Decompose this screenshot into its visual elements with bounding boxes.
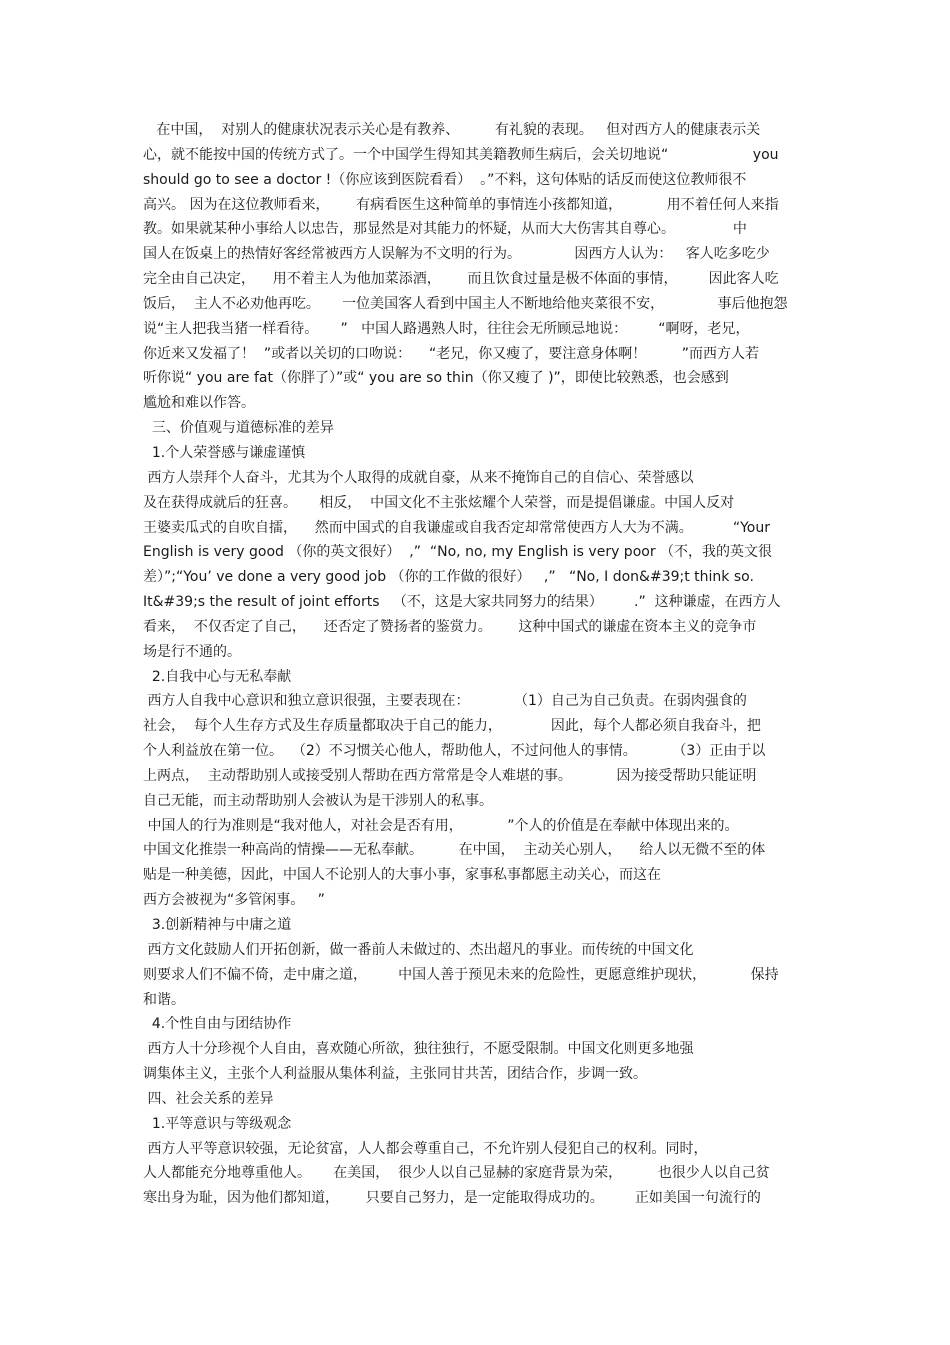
text-line: should go to see a doctor !（你应该到医院看看） 。”不料，这句体贴的话反而使这位教师很不 (143, 171, 747, 188)
text-line: 调集体主义，主张个人利益服从集体利益，主张同甘共苦，团结合作，步调一致。 (143, 1066, 647, 1083)
text-line: 西方人崇拜个人奋斗，尤其为个人取得的成就自豪，从来不掩饰自己的自信心、荣誉感以 (143, 469, 694, 486)
text-line: 教。如果就某种小事给人以忠告，那显然是对其能力的怀疑，从而大大伤害其自尊心。 中 (143, 221, 747, 238)
text-line: 国人在饭桌上的热情好客经常被西方人误解为不文明的行为。 因西方人认为： 客人吃多吃少 (143, 246, 770, 263)
text-line: 及在获得成就后的狂喜。 相反， 中国文化不主张炫耀个人荣誉，而是提倡谦虚。中国人反对 (143, 494, 735, 511)
text-line: 西方文化鼓励人们开拓创新，做一番前人未做过的、杰出超凡的事业。而传统的中国文化 (143, 941, 694, 958)
text-line: 自己无能，而主动帮助别人会被认为是干涉别人的私事。 (143, 792, 493, 809)
section-heading: 三、价值观与道德标准的差异 (143, 420, 334, 437)
text-line: 西方人平等意识较强，无论贫富，人人都会尊重自己，不允许别人侵犯自己的权利。同时， (143, 1140, 708, 1157)
text-line: 你近来又发福了！ ”或者以关切的口吻说： “老兄，你又瘦了，要注意身体啊！ ”而西方人若 (143, 345, 760, 362)
text-line: 贴是一种美德，因此，中国人不论别人的大事小事，家事私事都愿主动关心，而这在 (143, 867, 661, 884)
text-line: 则要求人们不偏不倚，走中庸之道， 中国人善于预见未来的危险性，更愿意维护现状， 保持 (143, 966, 779, 983)
text-line: 差）”;“You’ ve done a very good job （你的工作做的很好） ,” “No, I don&#39;t think so. (143, 569, 754, 586)
text-line: 上两点， 主动帮助别人或接受别人帮助在西方常常是令人难堪的事。 因为接受帮助只能证明 (143, 767, 757, 784)
section-heading: 1.个人荣誉感与谦虚谨慎 (143, 444, 306, 461)
section-heading: 四、社会关系的差异 (143, 1090, 274, 1107)
text-line: 看来， 不仅否定了自己， 还否定了赞扬者的鉴赏力。 这种中国式的谦虚在资本主义的竞争市 (143, 618, 757, 635)
text-line: 社会， 每个人生存方式及生存质量都取决于自己的能力， 因此，每个人都必须自我奋斗，把 (143, 718, 761, 735)
section-heading: 1.平等意识与等级观念 (143, 1115, 292, 1132)
text-line: 场是行不通的。 (143, 643, 241, 660)
document-body (143, 118, 808, 1211)
text-line: 西方人自我中心意识和独立意识很强，主要表现在： （1）自己为自己负责。在弱肉强食的 (143, 693, 747, 710)
text-line: 完全由自己决定， 用不着主人为他加菜添酒， 而且饮食过量是极不体面的事情， 因此客人吃 (143, 271, 779, 288)
text-line: 心，就不能按中国的传统方式了。一个中国学生得知其美籍教师生病后，会关切地说“ you (143, 146, 779, 163)
section-heading: 4.个性自由与团结协作 (143, 1016, 292, 1033)
text-line: 人人都能充分地尊重他人。 在美国， 很少人以自己显赫的家庭背景为荣， 也很少人以自己贫 (143, 1165, 770, 1182)
text-line: It&#39;s the result of joint efforts （不，这是大家共同努力的结果） .” 这种谦虚，在西方人 (143, 594, 781, 611)
section-heading: 3.创新精神与中庸之道 (143, 917, 292, 933)
text-line: 西方人十分珍视个人自由，喜欢随心所欲，独往独行，不愿受限制。中国文化则更多地强 (143, 1041, 694, 1058)
text-line: 和谐。 (143, 991, 185, 1008)
text-line: 西方会被视为“多管闲事。 ” (143, 892, 325, 909)
text-line: 中国人的行为准则是“我对他人，对社会是否有用， ”个人的价值是在奉献中体现出来的。 (143, 817, 739, 834)
text-line: 王婆卖瓜式的自吹自擂， 然而中国式的自我谦虚或自我否定却常常使西方人大为不满。 “Your (143, 519, 770, 536)
text-line: 尴尬和难以作答。 (143, 395, 255, 412)
text-line: 听你说“ you are fat（你胖了）”或“ you are so thin（你又瘦了 )”，即使比较熟悉，也会感到 (143, 370, 729, 387)
text-line: 高兴。 因为在这位教师看来， 有病看医生这种简单的事情连小孩都知道， 用不着任何人来指 (143, 196, 779, 213)
section-heading: 2.自我中心与无私奉献 (143, 668, 292, 685)
text-line: 寒出身为耻，因为他们都知道， 只要自己努力，是一定能取得成功的。 正如美国一句流行的 (143, 1190, 761, 1207)
text-line: 说“主人把我当猪一样看待。 ” 中国人路遇熟人时，往往会无所顾忌地说： “啊呀，老兄， (143, 320, 750, 337)
text-line: 在中国， 对别人的健康状况表示关心是有教养、 有礼貌的表现。 但对西方人的健康表示关 (143, 122, 761, 138)
text-line: 个人利益放在第一位。 （2）不习惯关心他人，帮助他人，不过问他人的事情。 （3）正由于以 (143, 743, 766, 760)
text-line: 中国文化推崇一种高尚的情操——无私奉献。 在中国， 主动关心别人， 给人以无微不至的体 (143, 842, 766, 859)
text-line: 饭后， 主人不必劝他再吃。 一位美国客人看到中国主人不断地给他夹菜很不安， 事后他抱怨 (143, 295, 788, 312)
text-line: English is very good （你的英文很好） ,” “No, no, my English is very poor （不，我的英文很 (143, 544, 773, 561)
